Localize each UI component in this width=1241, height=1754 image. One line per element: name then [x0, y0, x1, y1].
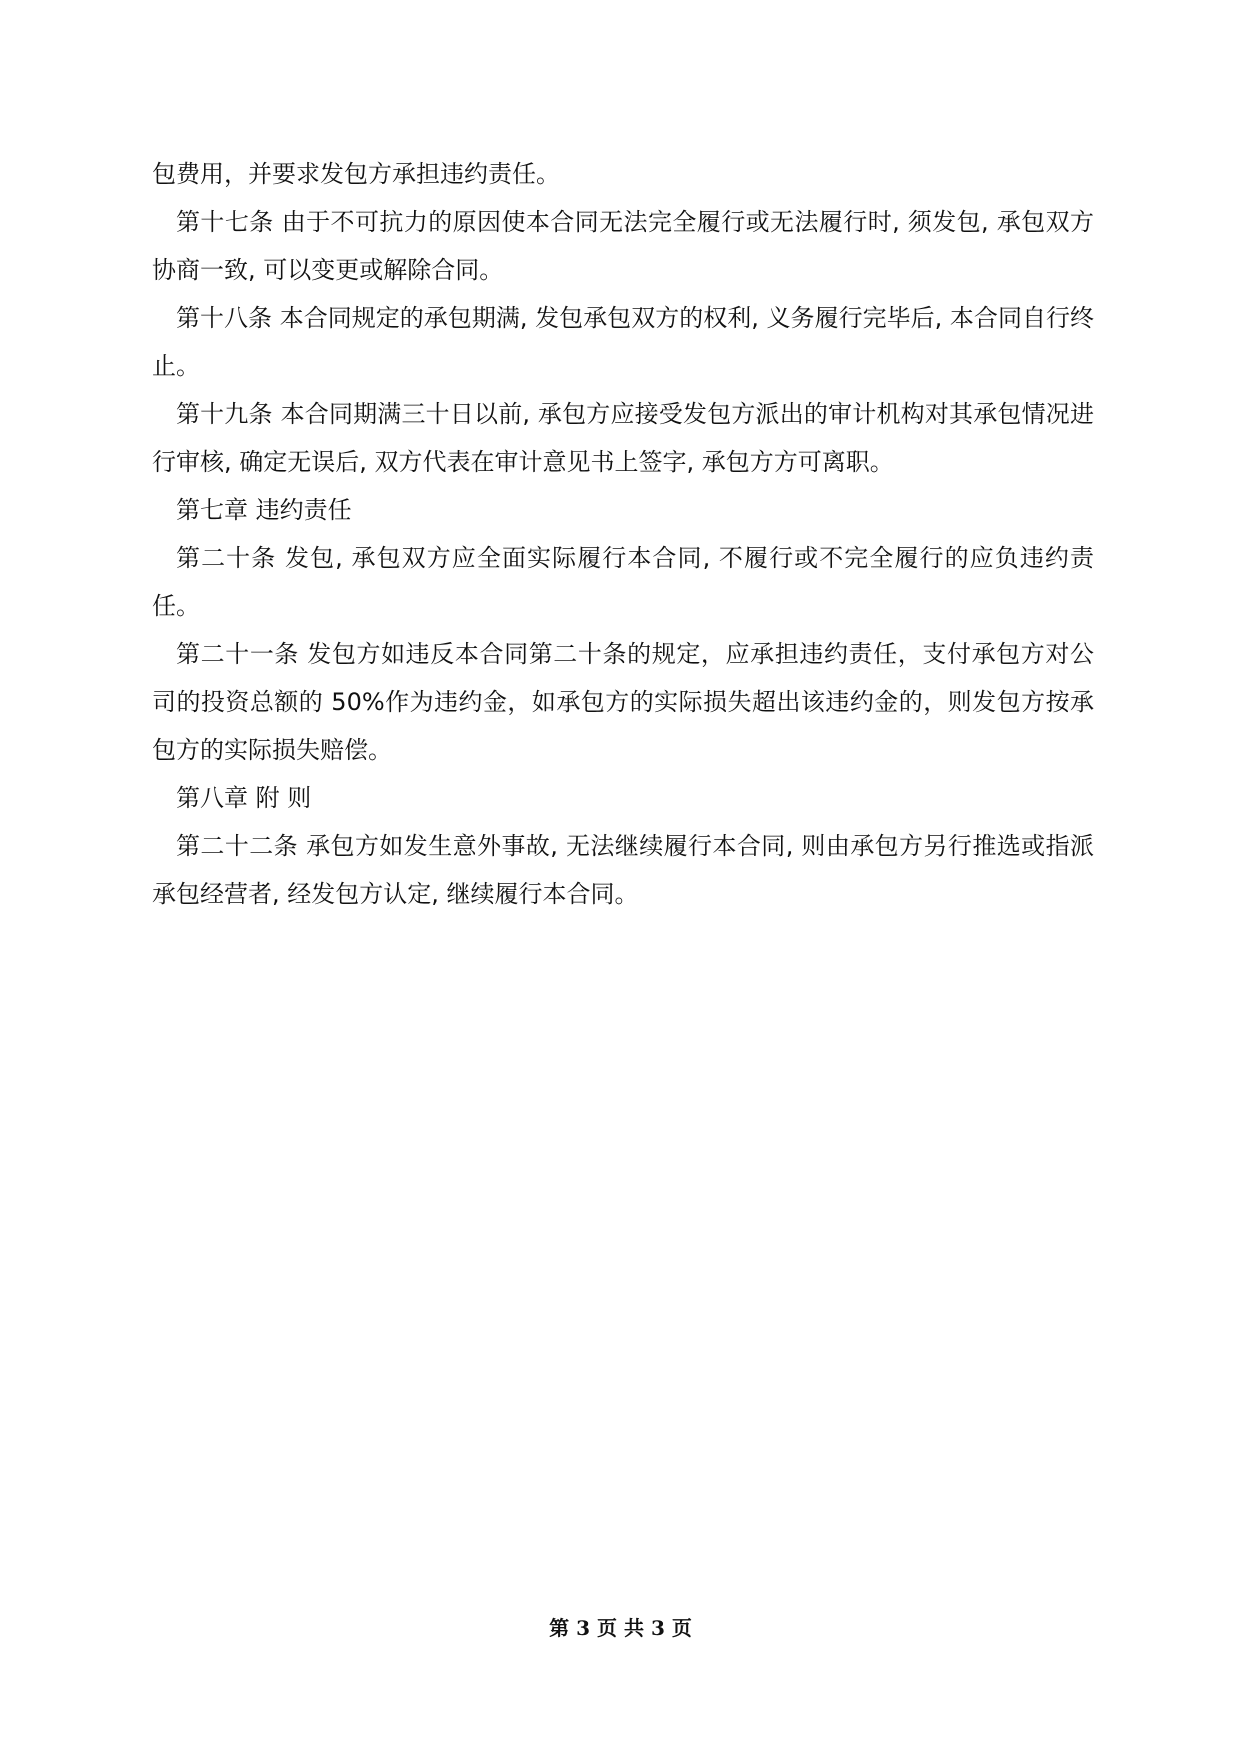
- chapter-8-heading: 第八章 附 则: [176, 784, 312, 812]
- chapter-7-heading: 第七章 违约责任: [176, 496, 352, 524]
- article-19: 第十九条 本合同期满三十日以前, 承包方应接受发包方派出的审计机构对其承包情况进行审核, 确定无误后, 双方代表在审计意见书上签字, 承包方方可离职。: [152, 400, 1094, 476]
- page-number-footer: 第 3 页 共 3 页: [549, 1616, 692, 1640]
- document-body: [152, 150, 1094, 918]
- article-17: 第十七条 由于不可抗力的原因使本合同无法完全履行或无法履行时, 须发包, 承包双方协商一致, 可以变更或解除合同。: [152, 208, 1094, 284]
- article-21: 第二十一条 发包方如违反本合同第二十条的规定，应承担违约责任，支付承包方对公司的投资总额的 50%作为违约金，如承包方的实际损失超出该违约金的，则发包方按承包方的实际损失赔偿。: [152, 640, 1094, 764]
- article-18: 第十八条 本合同规定的承包期满, 发包承包双方的权利, 义务履行完毕后, 本合同自行终止。: [152, 304, 1094, 380]
- article-22: 第二十二条 承包方如发生意外事故, 无法继续履行本合同, 则由承包方另行推选或指派承包经营者, 经发包方认定, 继续履行本合同。: [152, 832, 1094, 908]
- article-20: 第二十条 发包, 承包双方应全面实际履行本合同, 不履行或不完全履行的应负违约责任。: [152, 544, 1094, 620]
- paragraph-continuation: 包费用，并要求发包方承担违约责任。: [152, 160, 560, 188]
